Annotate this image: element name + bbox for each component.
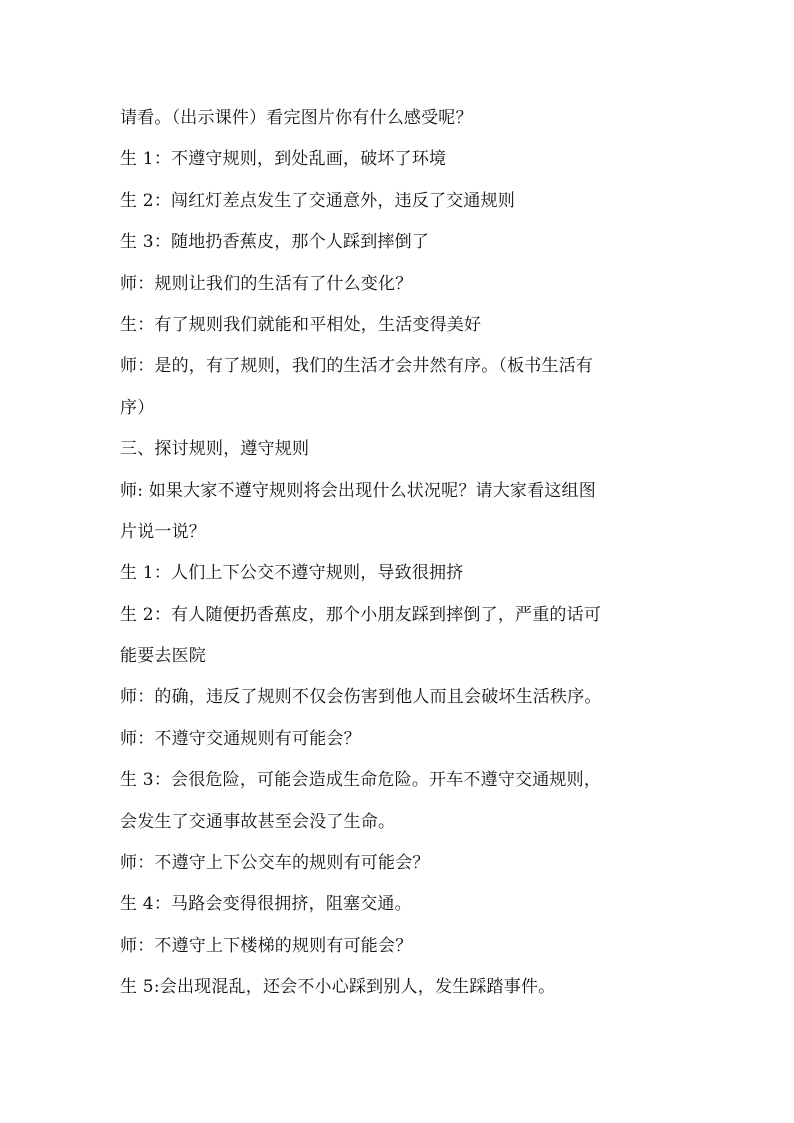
paragraph-line: 师：不遵守上下楼梯的规则有可能会？ <box>120 935 413 956</box>
paragraph-line: 师：不遵守交通规则有可能会？ <box>120 728 361 749</box>
paragraph-line: 师：是的，有了规则，我们的生活才会井然有序。（板书生活有 <box>120 356 594 377</box>
paragraph-line: 师: 如果大家不遵守规则将会出现什么状况呢？请大家看这组图 <box>120 480 596 501</box>
paragraph-line: 生：有了规则我们就能和平相处，生活变得美好 <box>120 314 482 335</box>
paragraph-line: 师：规则让我们的生活有了什么变化？ <box>120 273 413 294</box>
paragraph-line: 生 1：不遵守规则，到处乱画，破坏了环境 <box>120 149 447 170</box>
section-heading: 三、探讨规则，遵守规则 <box>120 439 310 460</box>
paragraph-line: 会发生了交通事故甚至会没了生命。 <box>120 811 396 832</box>
paragraph-line: 生 2：有人随便扔香蕉皮，那个小朋友踩到摔倒了，严重的话可 <box>120 604 602 625</box>
paragraph-line: 序） <box>120 397 155 418</box>
paragraph-line: 师：不遵守上下公交车的规则有可能会？ <box>120 853 430 874</box>
document-body <box>120 98 680 1009</box>
paragraph-line: 片说一说？ <box>120 521 206 542</box>
paragraph-line: 能要去医院 <box>120 646 206 667</box>
paragraph-line: 生 4：马路会变得很拥挤，阻塞交通。 <box>120 894 412 915</box>
paragraph-line: 生 2：闯红灯差点发生了交通意外，违反了交通规则 <box>120 190 516 211</box>
paragraph-line: 生 3：随地扔香蕉皮，那个人踩到摔倒了 <box>120 232 430 253</box>
paragraph-line: 师：的确，违反了规则不仅会伤害到他人而且会破坏生活秩序。 <box>120 687 602 708</box>
paragraph-line: 生 5:会出现混乱，还会不小心踩到别人，发生踩踏事件。 <box>120 977 556 998</box>
paragraph-line: 请看。（出示课件）看完图片你有什么感受呢？ <box>120 108 473 128</box>
paragraph-line: 生 3：会很危险，可能会造成生命危险。开车不遵守交通规则， <box>120 770 602 791</box>
paragraph-line: 生 1：人们上下公交不遵守规则，导致很拥挤 <box>120 563 464 584</box>
